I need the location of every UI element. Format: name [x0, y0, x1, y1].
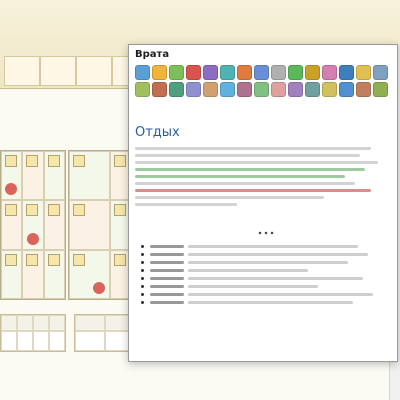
- description-line: [135, 182, 355, 185]
- marker-icon: [5, 183, 17, 195]
- pillars-table: [0, 314, 66, 352]
- table-cell: [1, 331, 17, 351]
- symbol-icon-row: [135, 65, 391, 97]
- header-cell: [76, 56, 112, 86]
- favorable-line: [135, 175, 345, 178]
- list-item: [141, 301, 391, 304]
- table-cell: [17, 331, 33, 351]
- symbol-icon[interactable]: [237, 65, 252, 80]
- table-cell: [33, 331, 49, 351]
- table-header: [17, 315, 33, 331]
- list-item: [141, 293, 391, 296]
- marker-icon: [93, 282, 105, 294]
- symbol-icon[interactable]: [203, 65, 218, 80]
- list-item: [141, 285, 391, 288]
- symbol-icon[interactable]: [169, 65, 184, 80]
- description-block: [135, 147, 391, 210]
- separator-stars: [257, 230, 275, 236]
- description-line: [135, 161, 378, 164]
- description-line: [135, 154, 360, 157]
- favorable-line: [135, 168, 365, 171]
- table-header: [49, 315, 65, 331]
- symbol-icon[interactable]: [220, 65, 235, 80]
- symbol-icon[interactable]: [271, 82, 286, 97]
- symbol-icon[interactable]: [373, 82, 388, 97]
- palace-cell[interactable]: [22, 250, 43, 299]
- symbol-icon[interactable]: [373, 65, 388, 80]
- symbol-icon[interactable]: [322, 65, 337, 80]
- popup-subtitle: Отдых: [135, 125, 180, 140]
- palace-cell[interactable]: [22, 200, 43, 249]
- symbol-icon[interactable]: [237, 82, 252, 97]
- palace-cell[interactable]: [44, 200, 65, 249]
- header-cell: [4, 56, 40, 86]
- symbol-icon[interactable]: [339, 82, 354, 97]
- palace-cell[interactable]: [69, 151, 110, 200]
- palace-cell[interactable]: [69, 250, 110, 299]
- symbol-icon[interactable]: [135, 82, 150, 97]
- description-line: [135, 203, 237, 206]
- table-cell: [49, 331, 65, 351]
- symbol-icon[interactable]: [220, 82, 235, 97]
- table-cell: [75, 331, 105, 351]
- symbol-icon[interactable]: [152, 82, 167, 97]
- header-cell: [40, 56, 76, 86]
- marker-icon: [27, 233, 39, 245]
- correspondences-list: [141, 245, 391, 309]
- description-line: [135, 147, 371, 150]
- unfavorable-line: [135, 189, 371, 192]
- table-header: [75, 315, 105, 331]
- palace-cell[interactable]: [44, 151, 65, 200]
- symbol-icon[interactable]: [135, 65, 150, 80]
- palace-grid: [0, 150, 66, 300]
- symbol-icon[interactable]: [152, 65, 167, 80]
- symbol-icon[interactable]: [356, 65, 371, 80]
- symbol-icon[interactable]: [305, 65, 320, 80]
- list-item: [141, 253, 391, 256]
- symbol-icon[interactable]: [288, 82, 303, 97]
- symbol-icon[interactable]: [254, 65, 269, 80]
- list-item: [141, 261, 391, 264]
- palace-cell[interactable]: [1, 151, 22, 200]
- tooltip-popup: [128, 44, 398, 362]
- palace-cell[interactable]: [44, 250, 65, 299]
- palace-cell[interactable]: [1, 200, 22, 249]
- list-item: [141, 277, 391, 280]
- symbol-icon[interactable]: [203, 82, 218, 97]
- table-header: [1, 315, 17, 331]
- symbol-icon[interactable]: [254, 82, 269, 97]
- symbol-icon[interactable]: [288, 65, 303, 80]
- symbol-icon[interactable]: [186, 65, 201, 80]
- list-item: [141, 245, 391, 248]
- description-line: [135, 196, 324, 199]
- symbol-icon[interactable]: [322, 82, 337, 97]
- table-header: [33, 315, 49, 331]
- popup-title: Врата: [135, 49, 170, 60]
- palace-cell[interactable]: [22, 151, 43, 200]
- symbol-icon[interactable]: [339, 65, 354, 80]
- symbol-icon[interactable]: [169, 82, 184, 97]
- symbol-icon[interactable]: [186, 82, 201, 97]
- palace-cell[interactable]: [1, 250, 22, 299]
- list-item: [141, 269, 391, 272]
- symbol-icon[interactable]: [305, 82, 320, 97]
- palace-cell[interactable]: [69, 200, 110, 249]
- symbol-icon[interactable]: [271, 65, 286, 80]
- symbol-icon[interactable]: [356, 82, 371, 97]
